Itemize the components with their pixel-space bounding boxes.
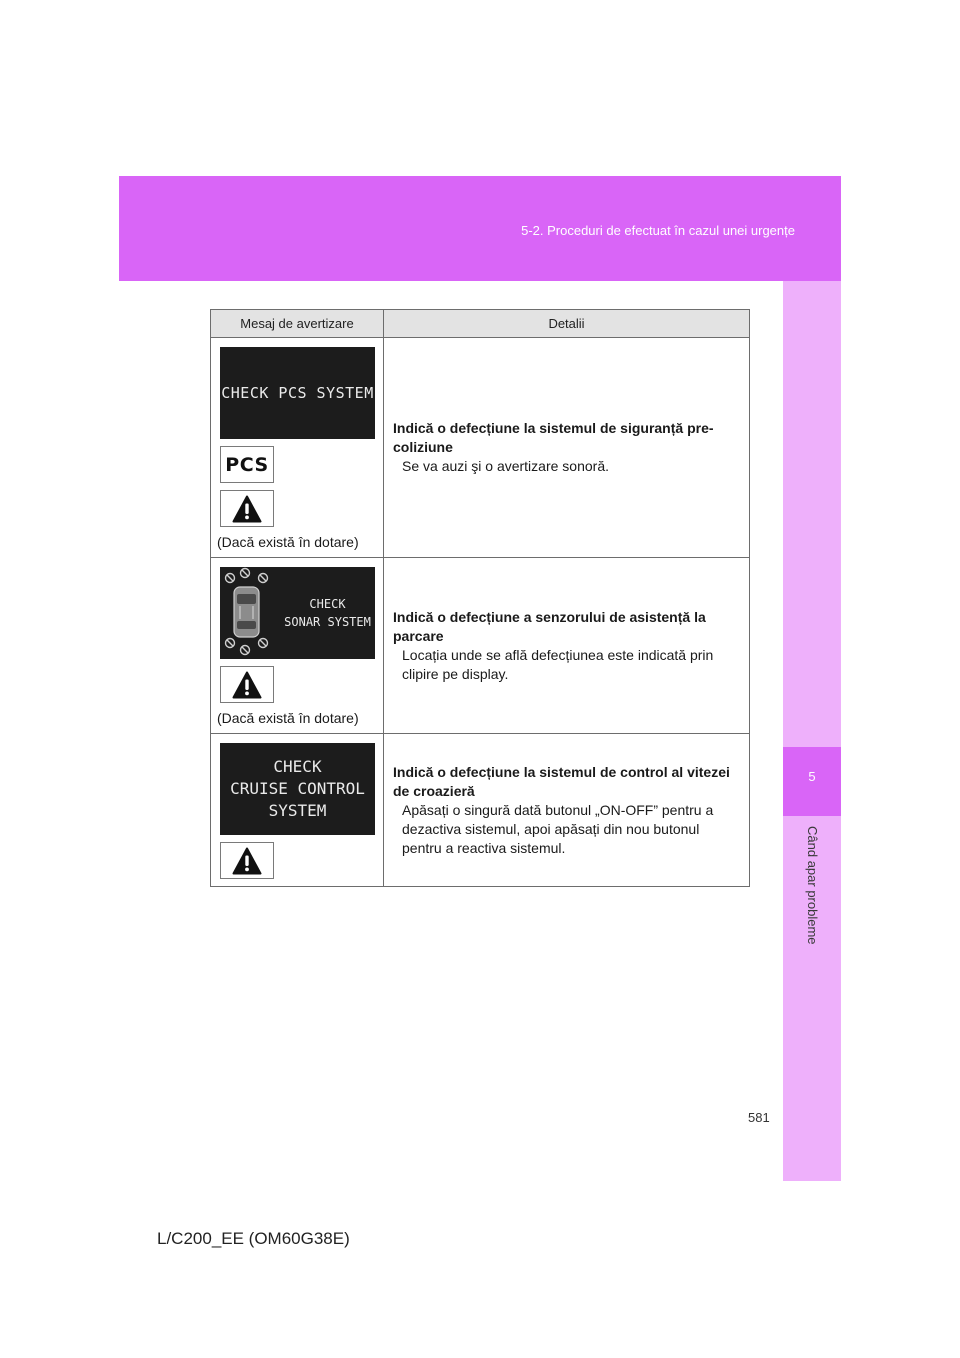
chapter-number: 5 — [808, 769, 816, 784]
detail-description: Locația unde se află defecțiunea este indicată prin clipire pe display. — [402, 646, 714, 682]
detail-description: Apăsați o singură dată butonul „ON-OFF” pentru a dezactiva sistemul, apoi apăsați din nou butonul pentru a reactiva sistemul. — [402, 801, 714, 856]
pcs-indicator-label: PCS — [225, 453, 269, 476]
availability-note: (Dacă există în dotare) — [217, 534, 359, 550]
screen-text: CHECK PCS SYSTEM — [221, 384, 374, 402]
header-band — [119, 176, 841, 281]
master-warning-indicator — [220, 666, 274, 703]
message-cell — [211, 558, 384, 734]
message-cell — [211, 734, 384, 887]
warning-triangle-icon — [232, 671, 262, 699]
page-number: 581 — [748, 1110, 770, 1125]
display-screen — [220, 567, 375, 659]
document-code: L/C200_EE (OM60G38E) — [157, 1229, 350, 1248]
table-row — [211, 558, 750, 734]
detail-title: Indică o defecțiune a senzorului de asistență la parcare — [393, 608, 706, 644]
chapter-number-box — [783, 747, 841, 816]
table-row — [211, 338, 750, 558]
chapter-title: Când apar probleme — [805, 826, 820, 945]
screen-text: CHECK CRUISE CONTROL SYSTEM — [230, 757, 365, 820]
details-cell — [384, 734, 750, 887]
detail-title: Indică o defecțiune la sistemul de control al vitezei de croazieră — [393, 763, 730, 799]
details-cell — [384, 558, 750, 734]
pcs-indicator — [220, 446, 274, 483]
display-screen — [220, 743, 375, 835]
chapter-side-tab — [783, 281, 841, 1181]
table-header-row — [211, 310, 750, 338]
master-warning-indicator — [220, 842, 274, 879]
warning-triangle-icon — [232, 495, 262, 523]
availability-note: (Dacă există în dotare) — [217, 710, 359, 726]
header-message: Mesaj de avertizare — [211, 310, 384, 338]
warning-triangle-icon — [232, 847, 262, 875]
header-details: Detalii — [384, 310, 750, 338]
detail-description: Se va auzi şi o avertizare sonoră. — [402, 458, 609, 474]
display-screen — [220, 347, 375, 439]
section-title: 5-2. Proceduri de efectuat în cazul unei urgențe — [521, 223, 795, 238]
warning-messages-table — [210, 309, 750, 887]
master-warning-indicator — [220, 490, 274, 527]
vehicle-sensor-icon — [220, 567, 282, 659]
details-cell — [384, 338, 750, 558]
table-row — [211, 734, 750, 887]
message-cell — [211, 338, 384, 558]
detail-title: Indică o defecțiune la sistemul de siguranță pre-coliziune — [393, 420, 714, 455]
screen-text: CHECK SONAR SYSTEM — [284, 597, 371, 629]
